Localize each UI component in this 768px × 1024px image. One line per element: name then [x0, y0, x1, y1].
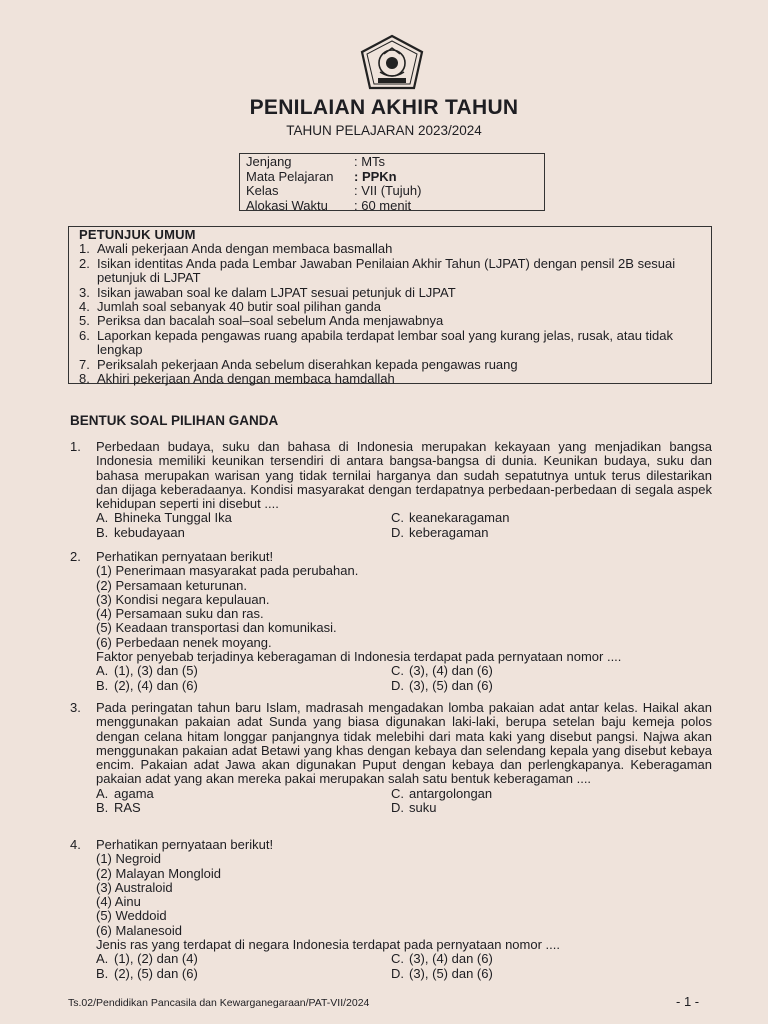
statement-line: (3) Kondisi negara kepulauan.: [96, 591, 270, 607]
option-letter: A.: [96, 510, 109, 526]
identity-row: [246, 155, 544, 170]
option-letter: D.: [391, 965, 404, 981]
statement-line: (2) Malayan Mongloid: [96, 865, 222, 881]
option-letter: C.: [391, 510, 404, 526]
option-text: (3), (5) dan (6): [409, 677, 493, 693]
question-1: [70, 440, 712, 540]
option-letter: B.: [96, 677, 109, 693]
question-stem: Pada peringatan tahun baru Islam, madrasah mengadakan lomba pakaian adat antar kelas. Haikal akan menggunakan pakaian adat Sunda yang biasa digunakan laki-laki, berupa setelan baju kemeja polos dengan celana hitam longgar panjangnya tidak melebihi dari mata kaki yang disebut pangsi. Najwa akan menggunakan pakaian adat Betawi yang khas dengan kebaya dan selendang kepala yang disebut kebaya encim. Pakaian adat Jawa akan digunakan Puput dengan kebaya dan perlengkapanya. Keberagaman pakaian adat yang akan mereka pakai merupakan salah satu bentuk keberagaman ....: [96, 700, 712, 787]
instruction-number: 1.: [79, 241, 90, 257]
option-d[interactable]: [391, 679, 712, 693]
identity-key: Kelas: [246, 183, 279, 199]
option-letter: D.: [391, 524, 404, 540]
page-number: - 1 -: [676, 994, 700, 1009]
instruction-text: Akhiri pekerjaan Anda dengan membaca hamdallah: [97, 371, 395, 387]
question-4: [70, 838, 712, 981]
instruction-text: Isikan jawaban soal ke dalam LJPAT sesuai petunjuk di LJPAT: [97, 284, 456, 300]
identity-value: : PPKn: [354, 168, 397, 184]
identity-row: [246, 170, 544, 185]
question-number: 4.: [70, 837, 81, 852]
statement-line: (1) Negroid: [96, 851, 162, 867]
statement-line: (5) Keadaan transportasi dan komunikasi.: [96, 620, 337, 636]
option-b[interactable]: [96, 679, 391, 693]
question-body: [96, 838, 712, 981]
option-text: RAS: [114, 800, 141, 816]
option-a[interactable]: [96, 511, 391, 525]
instruction-item: [79, 314, 701, 328]
question-3: [70, 701, 712, 815]
question-2: [70, 550, 712, 693]
option-d[interactable]: [391, 967, 712, 981]
instructions-heading: PETUNJUK UMUM: [79, 227, 196, 242]
identity-key: Mata Pelajaran: [246, 168, 334, 184]
instruction-text: Periksalah pekerjaan Anda sebelum diserahkan kepada pengawas ruang: [97, 356, 518, 372]
option-text: (1), (3) dan (5): [114, 663, 198, 679]
option-text: keberagaman: [409, 524, 489, 540]
option-text: keanekaragaman: [409, 510, 510, 526]
option-b[interactable]: [96, 967, 391, 981]
identity-value: : 60 menit: [354, 197, 412, 213]
option-letter: A.: [96, 785, 109, 801]
option-b[interactable]: [96, 801, 391, 815]
identity-row: [246, 184, 544, 199]
option-text: agama: [114, 785, 154, 801]
statement-line: (5) Weddoid: [96, 908, 167, 924]
instruction-number: 2.: [79, 255, 90, 271]
option-text: (1), (2) dan (4): [114, 951, 198, 967]
question-body: [96, 440, 712, 540]
instruction-text: Isikan identitas Anda pada Lembar Jawaban Penilaian Akhir Tahun (LJPAT) dengan pensil 2B sesuai petunjuk di LJPAT: [97, 255, 676, 286]
statement-line: (3) Australoid: [96, 879, 173, 895]
option-a[interactable]: [96, 787, 391, 801]
statement-line: (4) Persamaan suku dan ras.: [96, 606, 264, 622]
instruction-item: [79, 242, 701, 256]
answer-options: [96, 511, 712, 540]
academic-year: TAHUN PELAJARAN 2023/2024: [286, 123, 482, 138]
question-number: 1.: [70, 439, 81, 454]
instruction-text: Jumlah soal sebanyak 40 butir soal pilihan ganda: [97, 299, 382, 315]
identity-value: : VII (Tujuh): [354, 183, 422, 199]
identity-key: Alokasi Waktu: [246, 197, 328, 213]
question-body: [96, 701, 712, 815]
identity-key: Jenjang: [246, 154, 292, 169]
option-c[interactable]: [391, 952, 712, 966]
option-b[interactable]: [96, 526, 391, 540]
option-text: (2), (4) dan (6): [114, 677, 198, 693]
question-body: [96, 550, 712, 693]
option-letter: B.: [96, 965, 109, 981]
instruction-text: Periksa dan bacalah soal–soal sebelum Anda menjawabnya: [97, 313, 444, 329]
statement-line: (2) Persamaan keturunan.: [96, 577, 248, 593]
option-c[interactable]: [391, 511, 712, 525]
option-text: (2), (5) dan (6): [114, 965, 198, 981]
instruction-item: [79, 286, 701, 300]
footer-code: Ts.02/Pendidikan Pancasila dan Kewarganegaraan/PAT-VII/2024: [68, 997, 370, 1009]
question-number: 3.: [70, 700, 81, 715]
question-stem: Perhatikan pernyataan berikut!: [96, 837, 274, 852]
option-text: (3), (4) dan (6): [409, 663, 493, 679]
statement-line: (6) Malanesoid: [96, 922, 182, 938]
option-letter: D.: [391, 800, 404, 816]
option-a[interactable]: [96, 664, 391, 678]
instruction-number: 5.: [79, 313, 90, 329]
identity-value: : MTs: [354, 154, 386, 169]
general-instructions-box: [68, 226, 712, 387]
option-letter: C.: [391, 951, 404, 967]
instruction-item: [79, 329, 701, 358]
instruction-item: [79, 372, 701, 386]
statement-line: (6) Perbedaan nenek moyang.: [96, 634, 272, 650]
answer-options: [96, 952, 712, 981]
option-c[interactable]: [391, 664, 712, 678]
option-a[interactable]: [96, 952, 391, 966]
instruction-number: 6.: [79, 327, 90, 343]
instruction-item: [79, 257, 701, 286]
option-text: antargolongan: [409, 785, 493, 801]
option-letter: A.: [96, 663, 109, 679]
instruction-number: 8.: [79, 371, 90, 387]
statement-line: (4) Ainu: [96, 894, 141, 910]
ministry-emblem-icon: [358, 34, 426, 92]
exam-title: PENILAIAN AKHIR TAHUN: [249, 96, 519, 119]
option-letter: C.: [391, 785, 404, 801]
option-d[interactable]: [391, 526, 712, 540]
statement-line: (1) Penerimaan masyarakat pada perubahan.: [96, 563, 359, 579]
instructions-list: [79, 242, 701, 386]
identity-row: [246, 199, 544, 214]
instruction-number: 4.: [79, 299, 90, 315]
identity-box: [239, 153, 545, 211]
option-text: Bhineka Tunggal Ika: [114, 510, 232, 526]
option-letter: C.: [391, 663, 404, 679]
option-letter: B.: [96, 524, 109, 540]
answer-options: [96, 664, 712, 693]
option-d[interactable]: [391, 801, 712, 815]
instruction-text: Laporkan kepada pengawas ruang apabila terdapat lembar soal yang kurang jelas, rusak, atau tidak lengkap: [97, 327, 673, 358]
option-letter: A.: [96, 951, 109, 967]
question-stem: Perhatikan pernyataan berikut!: [96, 549, 274, 564]
question-number: 2.: [70, 549, 81, 564]
option-text: kebudayaan: [114, 524, 185, 540]
option-letter: D.: [391, 677, 404, 693]
instruction-number: 3.: [79, 284, 90, 300]
question-prompt: Jenis ras yang terdapat di negara Indonesia terdapat pada pernyataan nomor ....: [96, 937, 560, 953]
question-stem: Perbedaan budaya, suku dan bahasa di Indonesia merupakan kekayaan yang menjadikan bangsa Indonesia memiliki keunikan tersendiri di antara bangsa-bangsa di dunia. Keunikan budaya, suku dan bahasa merupakan warisan yang tidak ternilai harganya dan sudah sepatutnya untuk terus dilestarikan dan dijaga keberadaanya. Kondisi masyarakat dengan terdapatnya perbedaan-perbedaan di segala aspek kehidupan seperti ini disebut ....: [96, 439, 712, 512]
option-c[interactable]: [391, 787, 712, 801]
option-text: (3), (5) dan (6): [409, 965, 493, 981]
instruction-item: [79, 358, 701, 372]
option-text: (3), (4) dan (6): [409, 951, 493, 967]
instruction-text: Awali pekerjaan Anda dengan membaca basmallah: [97, 241, 393, 257]
section-title: BENTUK SOAL PILIHAN GANDA: [70, 413, 279, 428]
option-text: suku: [409, 800, 437, 816]
question-prompt: Faktor penyebab terjadinya keberagaman di Indonesia terdapat pada pernyataan nomor ....: [96, 649, 622, 665]
answer-options: [96, 787, 712, 816]
instruction-item: [79, 300, 701, 314]
option-letter: B.: [96, 800, 109, 816]
instruction-number: 7.: [79, 356, 90, 372]
